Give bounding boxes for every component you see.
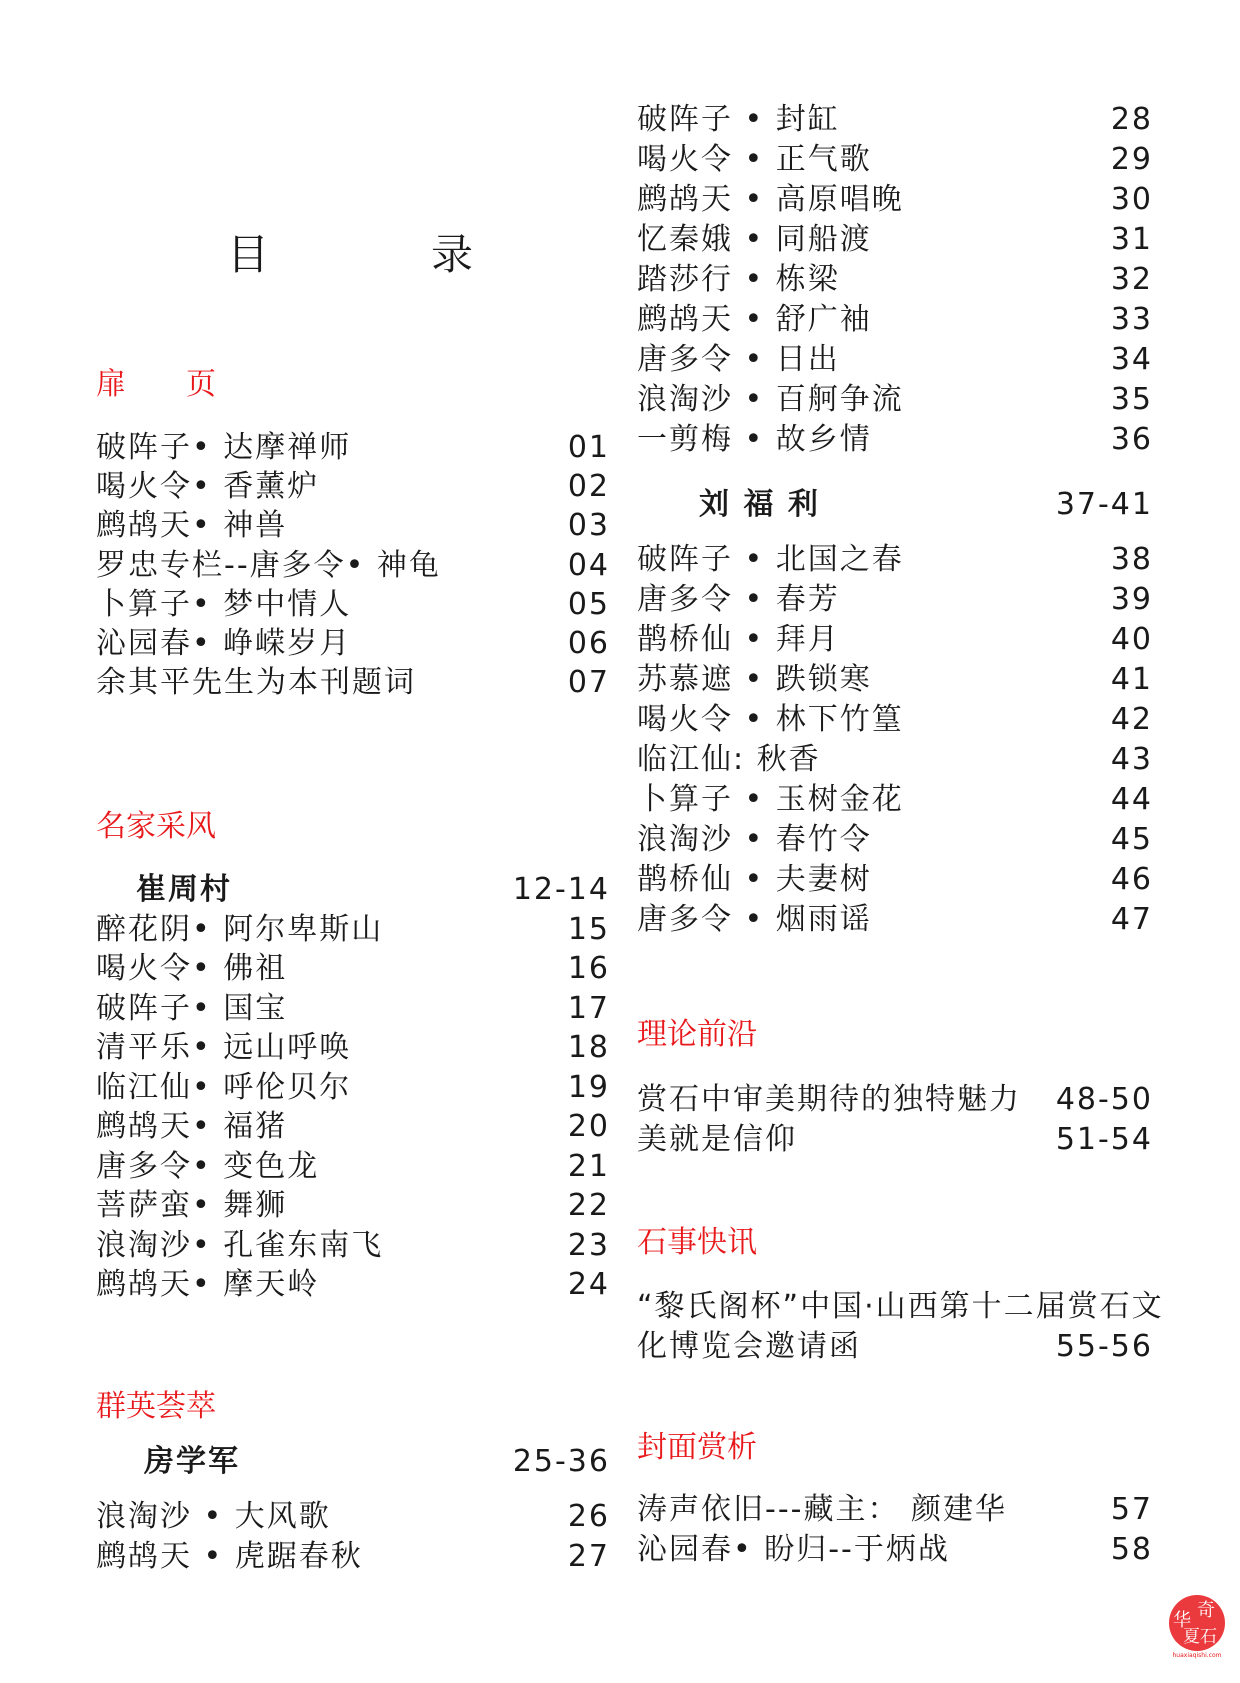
toc-entry[interactable]: 卜算子 • 玉树金花 44 [637,782,1153,817]
toc-entry[interactable]: 唐多令 • 春芳 39 [637,582,1153,617]
toc-entry[interactable]: 鹧鸪天• 福猪 20 [96,1109,610,1144]
page-title: 目 录 [226,230,533,279]
toc-entry[interactable]: 浪淘沙 • 春竹令 45 [637,822,1153,857]
toc-entry[interactable]: 苏慕遮 • 跌锁寒 41 [637,662,1153,697]
section-heading: 封面赏析 [637,1430,757,1465]
toc-entry[interactable]: 唐多令 • 烟雨谣 47 [637,902,1153,937]
toc-entry[interactable]: 鹧鸪天 • 高原唱晚 30 [637,182,1153,217]
toc-entry[interactable]: 临江仙: 秋香 43 [637,742,1153,777]
toc-entry[interactable]: 唐多令• 变色龙 21 [96,1149,610,1184]
toc-entry[interactable]: 沁园春• 盼归--于炳战 58 [637,1532,1153,1567]
toc-entry[interactable]: 踏莎行 • 栋梁 32 [637,262,1153,297]
section-heading: 名家采风 [96,809,216,844]
toc-entry[interactable]: 罗忠专栏--唐多令• 神龟 04 [96,548,610,583]
toc-entry[interactable]: 鹧鸪天• 摩天岭 24 [96,1267,610,1302]
toc-entry-line1[interactable]: “黎氏阁杯”中国·山西第十二届赏石文 [637,1289,1164,1324]
toc-entry[interactable]: 余其平先生为本刊题词 07 [96,665,610,700]
section-heading: 理论前沿 [637,1017,757,1052]
toc-entry[interactable]: 浪淘沙 • 百舸争流 35 [637,382,1153,417]
toc-entry[interactable]: 涛声依旧---藏主： 颜建华 57 [637,1492,1153,1527]
toc-entry-line2[interactable]: 化博览会邀请函 55-56 [637,1329,1153,1364]
toc-entry[interactable]: 破阵子 • 封缸 28 [637,102,1153,137]
author-entry[interactable]: 崔周村 12-14 [136,872,610,907]
toc-entry[interactable]: 破阵子 • 北国之春 38 [637,542,1153,577]
toc-entry[interactable]: 喝火令• 佛祖 16 [96,951,610,986]
toc-entry[interactable]: 鹧鸪天• 神兽 03 [96,508,610,543]
toc-entry[interactable]: 美就是信仰 51-54 [637,1122,1153,1157]
toc-entry[interactable]: 忆秦娥 • 同船渡 31 [637,222,1153,257]
section-heading: 扉 页 [96,367,216,402]
svg-text:huaxiaqishi.com: huaxiaqishi.com [1172,1652,1222,1659]
toc-entry[interactable]: 浪淘沙• 孔雀东南飞 23 [96,1228,610,1263]
toc-entry[interactable]: 鹧鸪天 • 舒广袖 33 [637,302,1153,337]
toc-entry[interactable]: 一剪梅 • 故乡情 36 [637,422,1153,457]
toc-entry[interactable]: 唐多令 • 日出 34 [637,342,1153,377]
toc-entry[interactable]: 鹊桥仙 • 夫妻树 46 [637,862,1153,897]
toc-entry[interactable]: 浪淘沙 • 大风歌 26 [96,1499,610,1534]
toc-entry[interactable]: 喝火令 • 林下竹篁 42 [637,702,1153,737]
toc-entry[interactable]: 破阵子• 达摩禅师 01 [96,430,610,465]
toc-entry[interactable]: 鹊桥仙 • 拜月 40 [637,622,1153,657]
author-entry[interactable]: 房学军 25-36 [144,1444,610,1479]
toc-entry[interactable]: 醉花阴• 阿尔卑斯山 15 [96,912,610,947]
toc-entry[interactable]: 菩萨蛮• 舞狮 22 [96,1188,610,1223]
toc-entry[interactable]: 清平乐• 远山呼唤 18 [96,1030,610,1065]
toc-entry[interactable]: 临江仙• 呼伦贝尔 19 [96,1070,610,1105]
section-heading: 群英荟萃 [96,1389,216,1424]
author-entry[interactable]: 刘 福 利 37-41 [699,487,1153,522]
toc-entry[interactable]: 鹧鸪天 • 虎踞春秋 27 [96,1539,610,1574]
toc-entry[interactable]: 卜算子• 梦中情人 05 [96,587,610,622]
svg-text:夏石: 夏石 [1183,1627,1217,1647]
svg-text:华: 华 [1173,1610,1191,1631]
toc-entry[interactable]: 喝火令• 香薰炉 02 [96,469,610,504]
toc-entry[interactable]: 沁园春• 峥嵘岁月 06 [96,626,610,661]
watermark-logo [1162,1590,1232,1660]
toc-entry[interactable]: 喝火令 • 正气歌 29 [637,142,1153,177]
toc-entry[interactable]: 赏石中审美期待的独特魅力 48-50 [637,1082,1153,1117]
toc-entry[interactable]: 破阵子• 国宝 17 [96,991,610,1026]
section-heading: 石事快讯 [637,1225,757,1260]
svg-text:奇: 奇 [1197,1600,1215,1621]
